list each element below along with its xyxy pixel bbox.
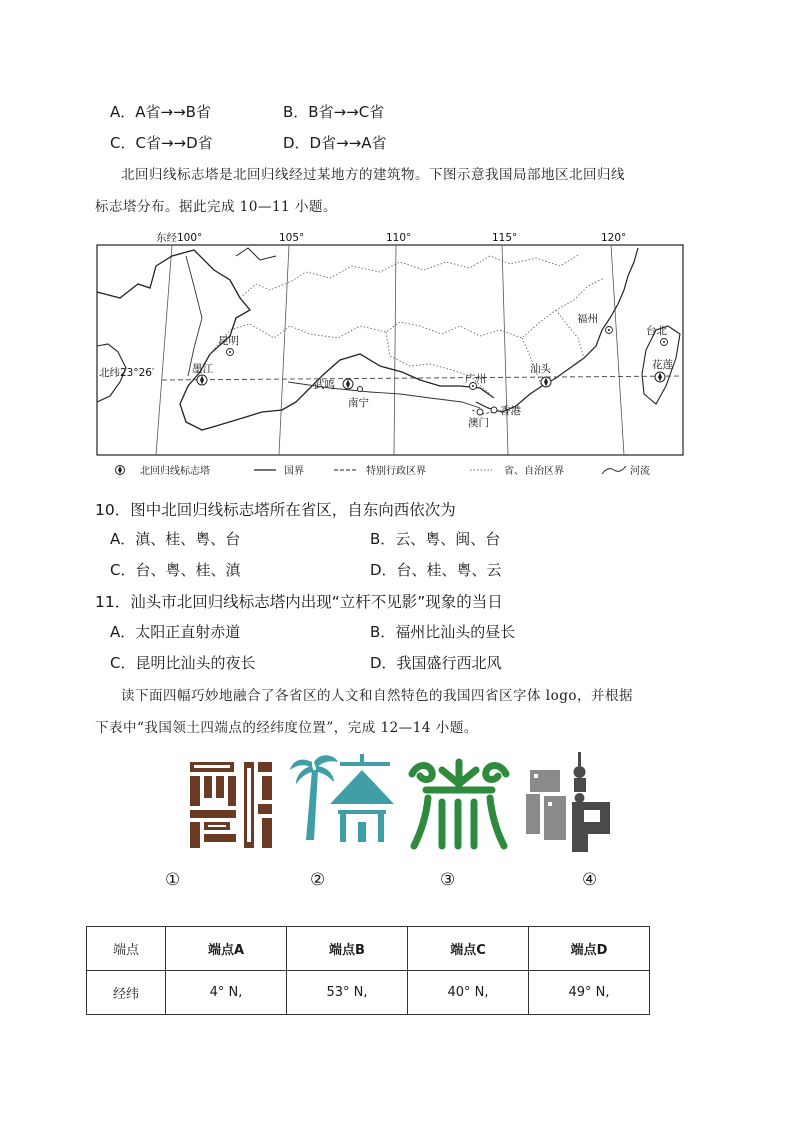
national-border-north (236, 248, 276, 260)
tropic-of-cancer-line (162, 376, 683, 380)
place-shantou: 汕头 (530, 363, 551, 375)
tower-icon-wuming (343, 379, 353, 389)
province-boundaries (210, 254, 604, 398)
q9-option-d: D．D省→→A省 (283, 134, 387, 152)
map-frame (97, 245, 683, 455)
map-legend (116, 464, 651, 477)
tower-icon-hualien (655, 372, 665, 382)
q10-option-b: B．云、粤、闽、台 (370, 530, 501, 548)
logo-number-4: ④ (582, 870, 598, 890)
table-header-cell: 端点B (287, 927, 408, 971)
table-cell: 40° N, (408, 971, 529, 1015)
place-hongkong: 香港 (500, 405, 521, 417)
q11-option-a: A．太阳正直射赤道 (110, 623, 241, 641)
q9-option-b: B．B省→→C省 (283, 103, 385, 121)
place-taipei: 台北 (646, 325, 667, 337)
legend-tower: 北回归线标志塔 (140, 466, 210, 477)
place-hualien: 花莲 (652, 359, 673, 371)
q11-option-d: D．我国盛行西北风 (370, 654, 502, 672)
logo-number-3: ③ (440, 870, 456, 890)
q10-option-c: C．台、粤、桂、滇 (110, 561, 241, 579)
intro2-line1: 读下面四幅巧妙地融合了各省区的人文和自然特色的我国四省区字体 logo，并根据 (121, 688, 634, 704)
legend-sar-boundary: 特别行政区界 (366, 466, 426, 477)
q11-option-c: C．昆明比汕头的夜长 (110, 654, 256, 672)
legend-tower-icon (116, 466, 125, 475)
national-border (97, 250, 494, 430)
longitude-label-110: 110° (386, 232, 412, 244)
longitude-label-115: 115° (492, 232, 518, 244)
tower-icon-shantou (541, 377, 551, 387)
place-kunming: 昆明 (218, 335, 239, 347)
table-cell: 经纬 (87, 971, 166, 1015)
table-cell: 49° N, (529, 971, 650, 1015)
gui-logo-icon (188, 758, 276, 850)
nanning-marker (358, 387, 363, 392)
q9-option-a: A．A省→→B省 (110, 103, 211, 121)
table-header-cell: 端点A (166, 927, 287, 971)
table-header-cell: 端点D (529, 927, 650, 971)
table-header-cell: 端点 (87, 927, 166, 971)
qiong-logo-icon (290, 752, 396, 846)
tropic-tower-map (90, 226, 696, 484)
q11-option-b: B．福州比汕头的昼长 (370, 623, 516, 641)
tower-icon-mojiang (197, 375, 207, 385)
q10-option-a: A．滇、桂、粤、台 (110, 530, 241, 548)
legend-river: 河流 (630, 466, 650, 477)
place-fuzhou: 福州 (577, 313, 598, 325)
intro1-line1: 北回归线标志塔是北回归线经过某地方的建筑物。下图示意我国局部地区北回归线 (121, 167, 625, 183)
endpoint-table (86, 926, 650, 1015)
xiang-logo-icon (406, 758, 512, 850)
legend-national-border: 国界 (284, 466, 304, 477)
table-header-cell: 端点C (408, 927, 529, 971)
q9-option-c: C．C省→→D省 (110, 134, 213, 152)
q10-option-d: D．台、桂、粤、云 (370, 561, 502, 579)
q10-stem: 10．图中北回归线标志塔所在省区，自东向西依次为 (95, 501, 456, 519)
intro1-line2: 标志塔分布。据此完成 10—11 小题。 (95, 199, 337, 215)
place-mojiang: 墨江 (192, 363, 213, 375)
table-header-row (87, 927, 650, 971)
q11-stem: 11．汕头市北回归线标志塔内出现“立杆不见影”现象的当日 (95, 593, 503, 611)
intro2-line2: 下表中“我国领土四端点的经纬度位置”，完成 12—14 小题。 (95, 720, 478, 736)
place-macau: 澳门 (468, 417, 489, 429)
table-cell: 53° N, (287, 971, 408, 1015)
table-row (87, 971, 650, 1015)
city-markers (227, 327, 668, 416)
legend-river-icon (602, 466, 626, 474)
longitude-label-120: 120° (601, 232, 627, 244)
hu-logo-icon (526, 752, 612, 852)
place-nanning: 南宁 (348, 397, 369, 409)
table-cell: 4° N, (166, 971, 287, 1015)
longitude-label-105: 105° (279, 232, 305, 244)
logo-number-2: ② (310, 870, 326, 890)
longitude-label-100: 东经100° (156, 232, 203, 244)
place-guangzhou: 广州 (465, 373, 486, 385)
legend-province-boundary: 省、自治区界 (504, 466, 564, 477)
tropic-label: 北纬23°26′ (99, 367, 155, 379)
place-wuming: 武鸣 (314, 379, 335, 391)
tower-markers (197, 372, 665, 392)
logo-number-1: ① (165, 870, 181, 890)
